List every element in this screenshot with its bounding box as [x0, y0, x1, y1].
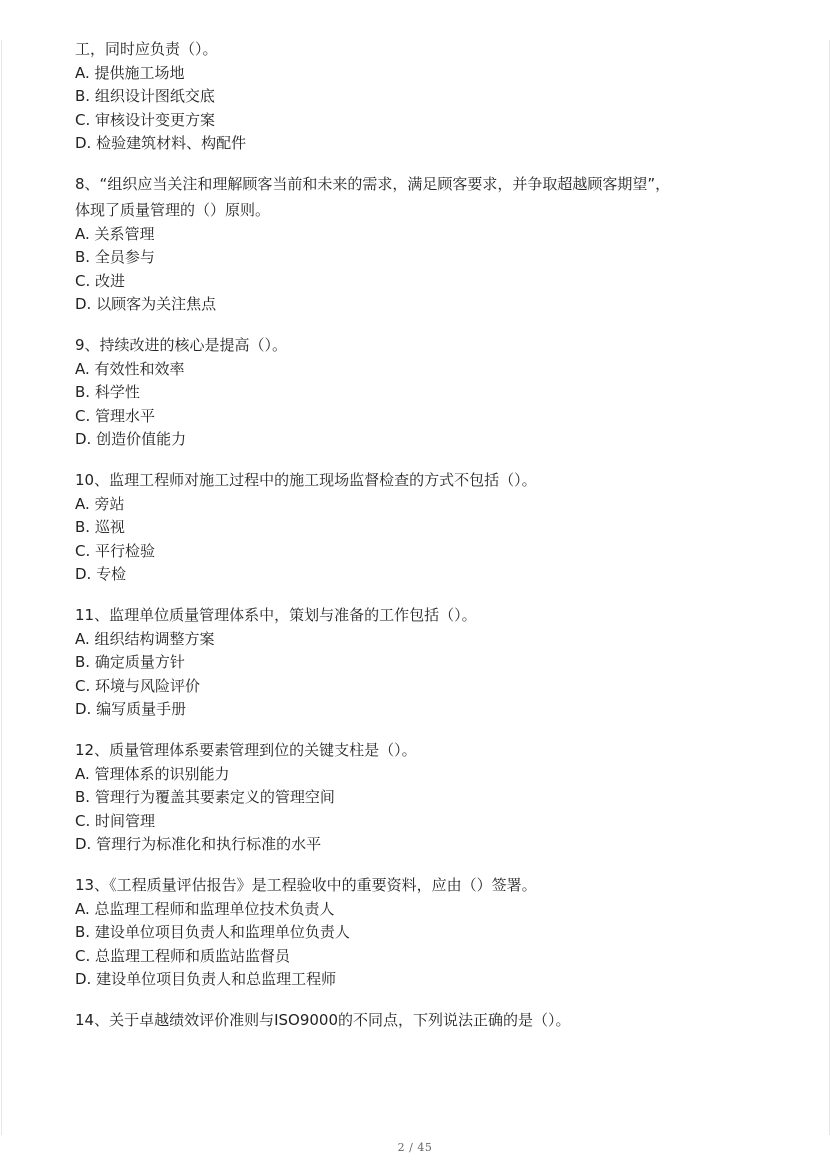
option-c: C. 改进 — [75, 271, 126, 290]
option-c: C. 时间管理 — [75, 811, 156, 830]
question-9 — [75, 332, 775, 452]
option-c: C. 审核设计变更方案 — [75, 110, 216, 129]
question-10 — [75, 467, 775, 587]
question-8 — [75, 171, 775, 317]
question-stem-line: 8、“组织应当关注和理解顾客当前和未来的需求，满足顾客要求，并争取超越顾客期望”， — [75, 174, 671, 193]
option-a: A. 有效性和效率 — [75, 359, 185, 378]
option-d: D. 专检 — [75, 565, 127, 583]
page-indicator: 2 / 45 — [397, 1141, 433, 1154]
question-stem-line: 9、持续改进的核心是提高（）。 — [75, 335, 288, 354]
option-d: D. 检验建筑材料、构配件 — [75, 134, 247, 152]
option-b: B. 组织设计图纸交底 — [75, 87, 215, 105]
question-stem-line: 14、关于卓越绩效评价准则与ISO9000的不同点，下列说法正确的是（）。 — [75, 1010, 571, 1029]
question-stem-line: 11、监理单位质量管理体系中，策划与准备的工作包括（）。 — [75, 605, 477, 624]
option-b: B. 确定质量方针 — [75, 653, 185, 671]
option-c: C. 平行检验 — [75, 541, 156, 560]
page-border-left — [1, 40, 2, 1135]
option-c: C. 总监理工程师和质监站监督员 — [75, 946, 291, 965]
option-a: A. 旁站 — [75, 494, 125, 513]
option-b: B. 科学性 — [75, 383, 140, 401]
question-stem-line: 13、《工程质量评估报告》是工程验收中的重要资料，应由（）签署。 — [75, 875, 537, 894]
option-d: D. 以顾客为关注焦点 — [75, 295, 217, 313]
option-b: B. 全员参与 — [75, 248, 155, 266]
question-7-continuation — [75, 38, 775, 156]
option-a: A. 总监理工程师和监理单位技术负责人 — [75, 899, 335, 918]
question-stem-line: 10、监理工程师对施工过程中的施工现场监督检查的方式不包括（）。 — [75, 470, 537, 489]
option-d: D. 管理行为标准化和执行标准的水平 — [75, 835, 322, 853]
document-content — [75, 38, 775, 1048]
option-a: A. 组织结构调整方案 — [75, 629, 215, 648]
option-b: B. 建设单位项目负责人和监理单位负责人 — [75, 923, 350, 941]
option-b: B. 管理行为覆盖其要素定义的管理空间 — [75, 788, 335, 806]
question-12 — [75, 737, 775, 857]
question-stem: 工，同时应负责（）。 — [75, 40, 218, 58]
option-d: D. 建设单位项目负责人和总监理工程师 — [75, 970, 337, 988]
question-13 — [75, 872, 775, 992]
option-a: A. 管理体系的识别能力 — [75, 764, 230, 783]
option-d: D. 编写质量手册 — [75, 700, 187, 718]
option-c: C. 管理水平 — [75, 406, 156, 425]
question-stem-line: 12、质量管理体系要素管理到位的关键支柱是（）。 — [75, 740, 417, 759]
option-a: A. 提供施工场地 — [75, 63, 185, 82]
option-d: D. 创造价值能力 — [75, 430, 187, 448]
option-b: B. 巡视 — [75, 518, 125, 536]
option-c: C. 环境与风险评价 — [75, 676, 201, 695]
question-14 — [75, 1007, 775, 1033]
question-11 — [75, 602, 775, 722]
option-a: A. 关系管理 — [75, 224, 155, 243]
question-stem-line: 体现了质量管理的（）原则。 — [75, 200, 271, 219]
